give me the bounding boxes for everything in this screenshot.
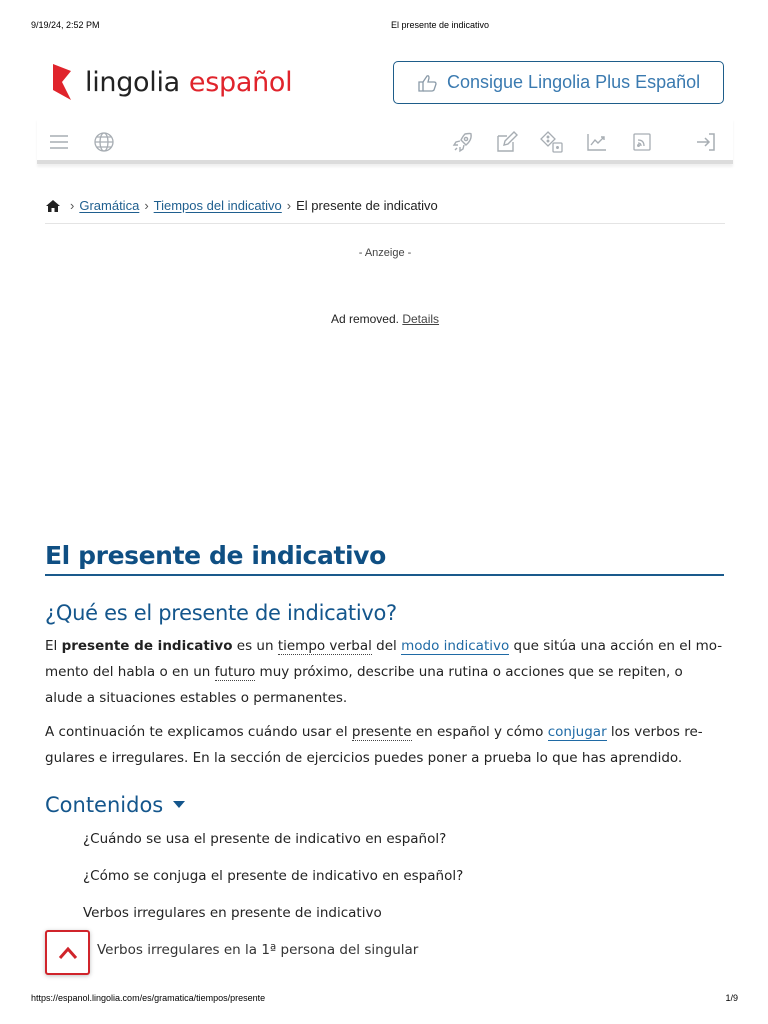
ad-removed-notice [37,312,733,326]
breadcrumb-separator: › [144,198,149,213]
glossary-term-futuro[interactable]: futuro [214,664,256,680]
home-icon[interactable] [45,199,61,213]
scroll-to-top-button[interactable] [45,930,90,975]
text: A continuación te explicamos cuándo usar el [45,724,352,740]
text: que sitúa una acción en el mo- [509,638,723,654]
breadcrumb-link-gramatica[interactable]: Gramática [79,198,140,213]
text: muy próximo, describe una rutina o acciones que se repiten, o [255,664,683,680]
text: mento del habla o en un [45,664,215,680]
lingolia-logo-icon [51,62,73,102]
print-header [0,20,768,34]
toolbar [37,118,733,164]
lingolia-plus-button[interactable] [393,61,724,104]
menu-icon[interactable] [47,130,71,154]
ad-label: - Anzeige - [358,247,412,259]
feed-icon[interactable] [630,130,654,154]
chart-icon[interactable] [585,130,609,154]
bold-term: presente de indicativo [61,638,233,654]
site-logo[interactable] [51,62,292,102]
plus-button-label: Consigue Lingolia Plus Español [447,72,701,92]
toc-item[interactable]: ¿Cómo se conjuga el presente de indicativo en español? [83,868,464,884]
text: del [371,638,402,654]
text: es un [232,638,278,654]
globe-icon[interactable] [92,130,116,154]
print-page-number: 1/9 [725,993,738,1003]
breadcrumb-current: El presente de indicativo [296,198,438,213]
caret-down-icon [173,801,185,809]
print-title: El presente de indicativo [390,20,490,30]
ad-removed-text: Ad removed. [330,312,399,326]
dice-icon[interactable] [539,130,563,154]
text: El [45,638,62,654]
logo-word-lingolia: lingolia [85,66,180,98]
text: los verbos re- [606,724,703,740]
text: alude a situaciones estables o permanentes. [45,690,348,706]
toc-title: Contenidos [45,793,164,817]
chevron-up-icon [58,946,78,960]
breadcrumb-link-tiempos[interactable]: Tiempos del indicativo [153,198,282,213]
link-modo-indicativo[interactable]: modo indicativo [401,638,510,654]
intro-paragraph-2 [45,719,724,771]
text: en español y cómo [411,724,548,740]
toc-item[interactable]: Verbos irregulares en la 1ª persona del singular [97,942,419,958]
section-heading: ¿Qué es el presente de indicativo? [45,601,397,625]
glossary-term-tiempo-verbal[interactable]: tiempo verbal [277,638,372,654]
edit-icon[interactable] [494,130,518,154]
article [45,541,724,979]
thumbs-up-icon [417,73,439,93]
print-url: https://espanol.lingolia.com/es/gramatica/tiempos/presente [31,993,266,1003]
toc-item[interactable]: ¿Cuándo se usa el presente de indicativo en español? [83,831,447,847]
link-conjugar[interactable]: conjugar [547,724,607,740]
toc-toggle[interactable] [45,793,724,817]
print-datetime: 9/19/24, 2:52 PM [31,20,100,30]
breadcrumb [45,198,725,224]
page-title: El presente de indicativo [45,541,724,576]
login-icon[interactable] [694,130,718,154]
logo-word-espanol: español [188,66,293,98]
intro-paragraph [45,633,724,711]
ad-details-link[interactable]: Details [402,312,440,326]
breadcrumb-separator: › [70,198,75,213]
text: gulares e irregulares. En la sección de ejercicios puedes poner a prueba lo que has aprendido. [45,750,683,766]
breadcrumb-separator: › [286,198,292,213]
toc-list [45,831,724,979]
rocket-icon[interactable] [451,130,475,154]
glossary-term-presente[interactable]: presente [351,724,412,740]
toc-item[interactable]: Verbos irregulares en presente de indicativo [83,905,382,921]
